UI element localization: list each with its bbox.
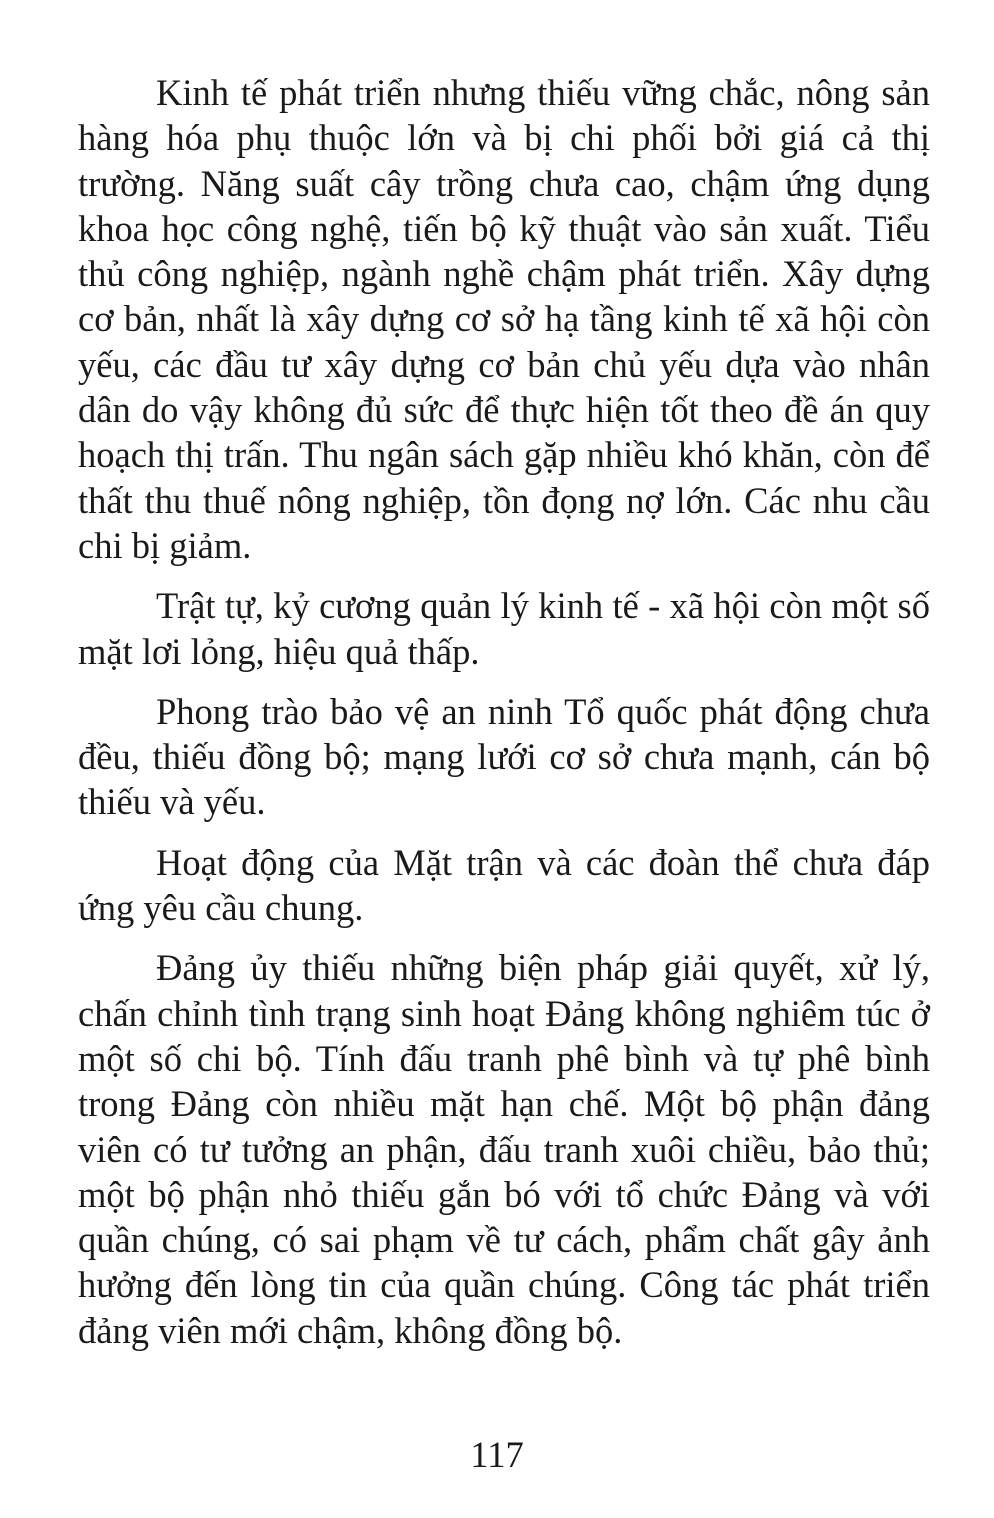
page-body (78, 70, 930, 1368)
paragraph-security-movement: Phong trào bảo vệ an ninh Tổ quốc phát động chưa đều, thiếu đồng bộ; mạng lưới cơ sở chưa mạnh, cán bộ thiếu và yếu. (78, 690, 930, 823)
paragraph-front-activities: Hoạt động của Mặt trận và các đoàn thể chưa đáp ứng yêu cầu chung. (78, 841, 930, 929)
page-number: 117 (470, 1434, 524, 1475)
paragraph-economy: Kinh tế phát triển nhưng thiếu vững chắc, nông sản hàng hóa phụ thuộc lớn và bị chi phối bởi giá cả thị trường. Năng suất cây trồng chưa cao, chậm ứng dụng khoa học công nghệ, tiến bộ kỹ thuật vào sản xuất. Tiểu thủ công nghiệp, ngành nghề chậm phát triển. Xây dựng cơ bản, nhất là xây dựng cơ sở hạ tầng kinh tế xã hội còn yếu, các đầu tư xây dựng cơ bản chủ yếu dựa vào nhân dân do vậy không đủ sức để thực hiện tốt theo đề án quy hoạch thị trấn. Thu ngân sách gặp nhiều khó khăn, còn để thất thu thuế nông nghiệp, tồn đọng nợ lớn. Các nhu cầu chi bị giảm. (78, 72, 930, 566)
paragraph-order-discipline: Trật tự, kỷ cương quản lý kinh tế - xã hội còn một số mặt lơi lỏng, hiệu quả thấp. (78, 585, 930, 672)
paragraph-party-committee: Đảng ủy thiếu những biện pháp giải quyết, xử lý, chấn chỉnh tình trạng sinh hoạt Đảng không nghiêm túc ở một số chi bộ. Tính đấu tranh phê bình và tự phê bình trong Đảng còn nhiều mặt hạn chế. Một bộ phận đảng viên có tư tưởng an phận, đấu tranh xuôi chiều, bảo thủ; một bộ phận nhỏ thiếu gắn bó với tổ chức Đảng và với quần chúng, có sai phạm về tư cách, phẩm chất gây ảnh hưởng đến lòng tin của quần chúng. Công tác phát triển đảng viên mới chậm, không đồng bộ. (78, 947, 930, 1351)
